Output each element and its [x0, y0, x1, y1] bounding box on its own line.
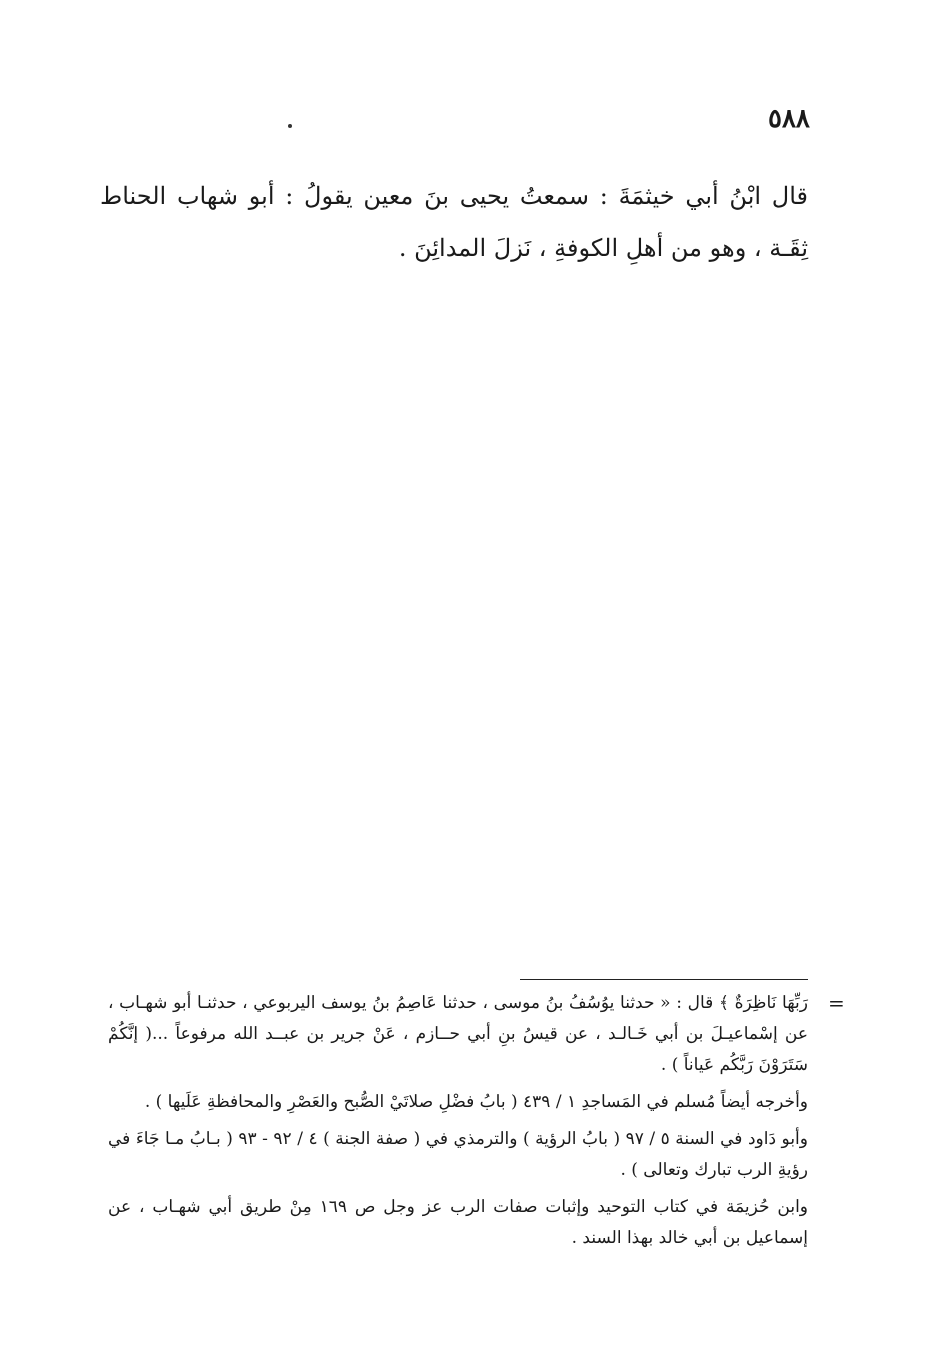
footnote-paragraph: وأبو دَاود في السنة ٥ / ٩٧ ( بابُ الرؤية ) والترمذي في ( صفة الجنة ) ٤ / ٩٢ - ٩٣ ( بـابُ مـا جَاءَ في رؤيةِ الرب تبارك وتعالى ) .	[108, 1129, 808, 1180]
page-number: ٥٨٨	[768, 104, 810, 134]
body-paragraph: قال ابْنُ أبي خيثمَةَ : سمعتُ يحيى بنَ معين يقولُ : أبو شهاب الحناط ثِقَـة ، وهو من أهلِ الكوفةِ ، نَزلَ المدائِنَ .	[100, 182, 808, 262]
footnote-continuation-mark: =	[828, 991, 845, 1015]
footnote-divider	[520, 979, 808, 980]
footnote-paragraph: رَبِّهَا نَاظِرَةٌ ﴾ قال : « حدثنا يوُسُفُ بنُ موسى ، حدثنا عَاصِمُ بنُ يوسف اليربوعي ، حدثنـا أبو شهـاب ، عن إسْماعيـلَ بن أبي خَـالـد ، عن قيسُ بنِ أبي حــازم ، عَنْ جرير بن عبــد الله مرفوعاً ...( إنَّكُمْ سَتَرَوْنَ رَبَّكُم عَياناً ) .	[108, 993, 808, 1075]
print-speck	[288, 124, 292, 128]
footnote-paragraph: وابن حُزيمَة في كتاب التوحيد وإثبات صفات الرب عز وجل ص ١٦٩ مِنْ طريق أبي شهـاب ، عن إسماعيل بن أبي خالد بهذا السند .	[108, 1197, 808, 1248]
footnotes	[108, 988, 808, 1260]
footnote-paragraph: وأخرجه أيضاً مُسلم في المَساجدِ ١ / ٤٣٩ ( بابُ فضْلِ صلاتَيْ الصُّبح والعَصْرِ والمحافظةِ عَلَيها ) .	[144, 1092, 808, 1112]
